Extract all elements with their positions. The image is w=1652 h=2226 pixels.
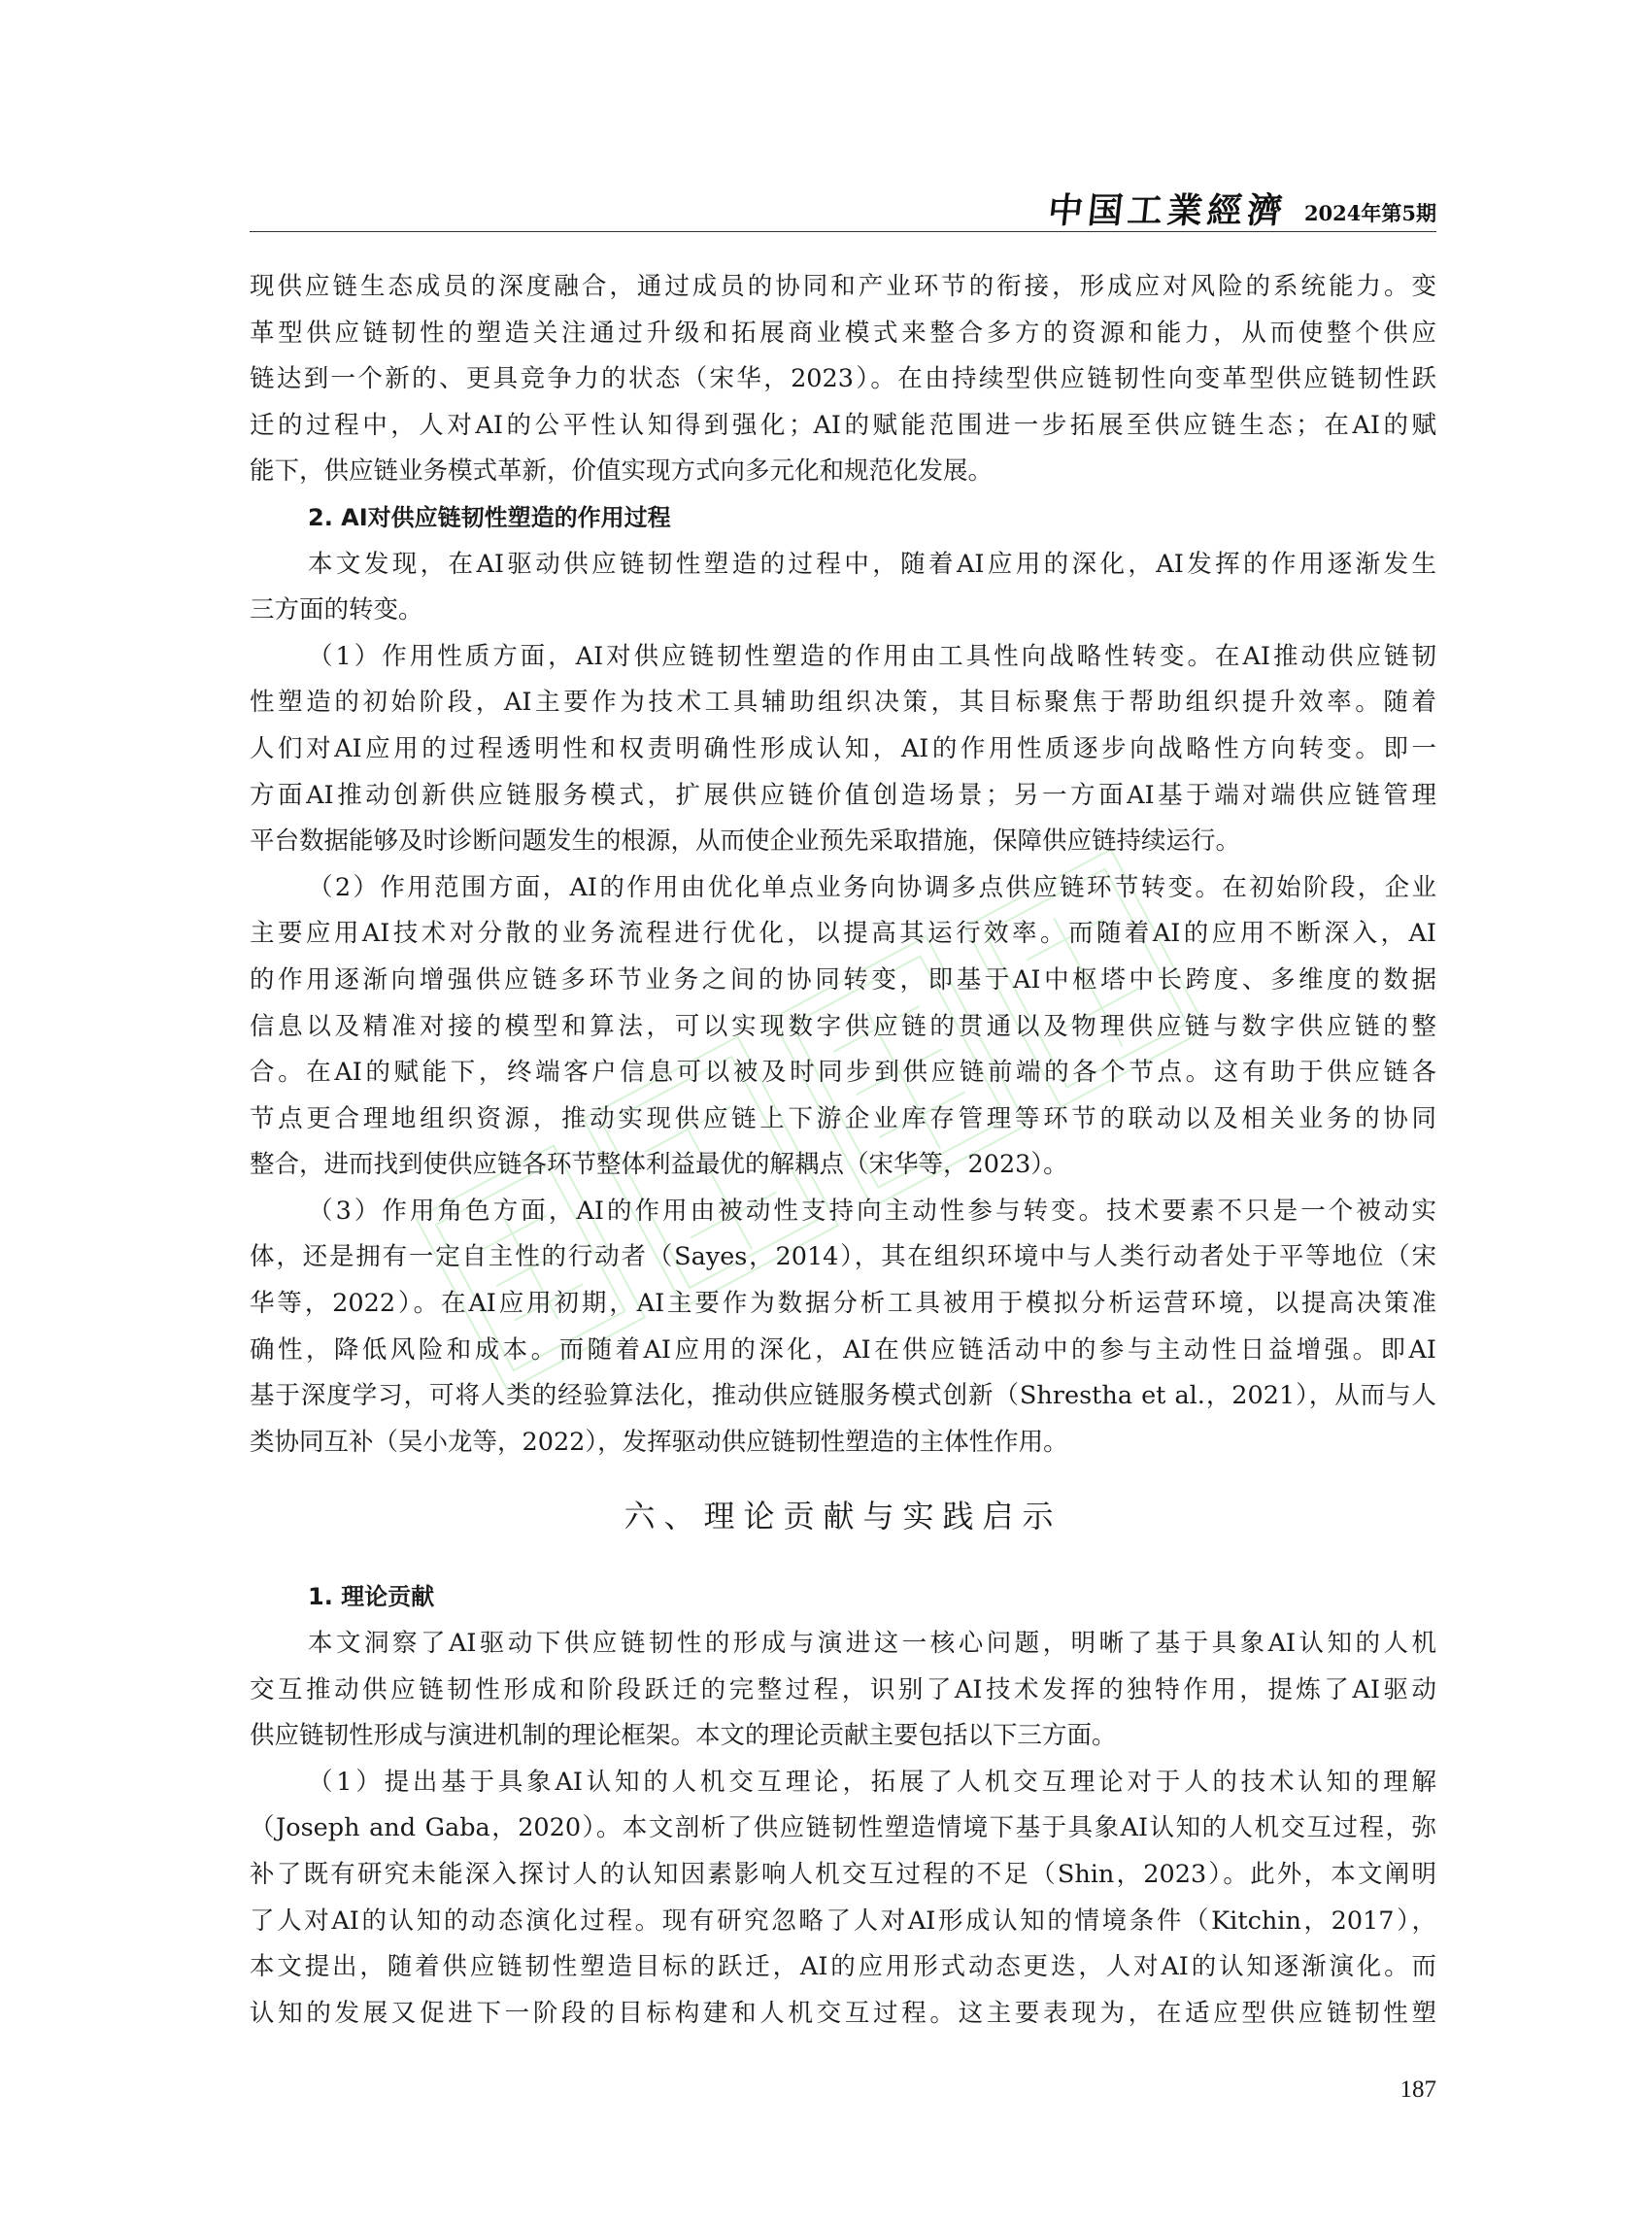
text-line: 革型供应链韧性的塑造关注通过升级和拓展商业模式来整合多方的资源和能力，从而使整个供应 [250, 318, 1436, 348]
text-line: 本文洞察了AI驱动下供应链韧性的形成与演进这一核心问题，明晰了基于具象AI认知的人机 [308, 1629, 1436, 1659]
paragraph [250, 1189, 1436, 1467]
text-line: 交互推动供应链韧性形成和阶段跃迁的完整过程，识别了AI技术发挥的独特作用，提炼了AI驱动 [250, 1674, 1436, 1704]
paragraph [250, 634, 1436, 865]
text-line: 性塑造的初始阶段，AI主要作为技术工具辅助组织决策，其目标聚焦于帮助组织提升效率。随着 [250, 688, 1436, 718]
text-line: （Joseph and Gaba，2020）。本文剖析了供应链韧性塑造情境下基于具象AI认知的人机交互过程，弥 [250, 1813, 1436, 1843]
text-line: （2）作用范围方面，AI的作用由优化单点业务向协调多点供应链环节转变。在初始阶段，企业 [308, 872, 1436, 902]
text-line: 节点更合理地组织资源，推动实现供应链上下游企业库存管理等环节的联动以及相关业务的协同 [250, 1103, 1436, 1133]
text-line: 了人对AI的认知的动态演化过程。现有研究忽略了人对AI形成认知的情境条件（Kitchin，2017）， [250, 1906, 1436, 1936]
text-line: 链达到一个新的、更具竞争力的状态（宋华，2023）。在由持续型供应链韧性向变革型供应链韧性跃 [250, 364, 1436, 394]
paragraph [250, 542, 1436, 634]
paragraph [250, 865, 1436, 1189]
page-number: 187 [1399, 2076, 1436, 2103]
text-line: 本文提出，随着供应链韧性塑造目标的跃迁，AI的应用形式动态更迭，人对AI的认知逐渐演化。而 [250, 1952, 1436, 1982]
text-line: 人们对AI应用的过程透明性和权责明确性形成认知，AI的作用性质逐步向战略性方向转变。即一 [250, 733, 1436, 763]
subsection-heading: 1. 理论贡献 [308, 1583, 435, 1611]
text-line: 能下，供应链业务模式革新，价值实现方式向多元化和规范化发展。 [250, 456, 994, 487]
text-line: 基于深度学习，可将人类的经验算法化，推动供应链服务模式创新（Shrestha et al.，2021），从而与人 [250, 1381, 1436, 1411]
issue-label: 2024年第5期 [1303, 201, 1436, 225]
text-line: （3）作用角色方面，AI的作用由被动性支持向主动性参与转变。技术要素不只是一个被动实 [308, 1196, 1436, 1226]
text-line: 整合，进而找到使供应链各环节整体利益最优的解耦点（宋华等，2023）。 [250, 1150, 1068, 1180]
text-line: 类协同互补（吴小龙等，2022），发挥驱动供应链韧性塑造的主体性作用。 [250, 1427, 1068, 1457]
text-line: （1）作用性质方面，AI对供应链韧性塑造的作用由工具性向战略性转变。在AI推动供应链韧 [308, 641, 1436, 671]
text-line: 方面AI推动创新供应链服务模式，扩展供应链价值创造场景；另一方面AI基于端对端供应链管理 [250, 780, 1436, 810]
text-line: 迁的过程中，人对AI的公平性认知得到强化；AI的赋能范围进一步拓展至供应链生态；在AI的赋 [250, 410, 1436, 440]
text-line: 的作用逐渐向增强供应链多环节业务之间的协同转变，即基于AI中枢塔中长跨度、多维度的数据 [250, 964, 1436, 995]
text-line: 现供应链生态成员的深度融合，通过成员的协同和产业环节的衔接，形成应对风险的系统能力。变 [250, 272, 1436, 301]
text-line: 本文发现，在AI驱动供应链韧性塑造的过程中，随着AI应用的深化，AI发挥的作用逐渐发生 [308, 549, 1436, 579]
header-rule [250, 231, 1436, 232]
text-line: 确性，降低风险和成本。而随着AI应用的深化，AI在供应链活动中的参与主动性日益增强。即AI [250, 1334, 1436, 1365]
text-line: 主要应用AI技术对分散的业务流程进行优化，以提高其运行效率。而随着AI的应用不断深入，AI [250, 919, 1436, 949]
text-line: 平台数据能够及时诊断问题发生的根源，从而使企业预先采取措施，保障供应链持续运行。 [250, 826, 1241, 857]
running-header [250, 175, 1436, 229]
paragraph-continued [250, 264, 1436, 495]
section-title: 六、理论贡献与实践启示 [624, 1498, 1062, 1535]
text-line: 认知的发展又促进下一阶段的目标构建和人机交互过程。这主要表现为，在适应型供应链韧性塑 [250, 1998, 1436, 2028]
text-line: 供应链韧性形成与演进机制的理论框架。本文的理论贡献主要包括以下三方面。 [250, 1721, 1117, 1751]
paragraph [250, 1760, 1436, 2038]
text-line: 补了既有研究未能深入探讨人的认知因素影响人机交互过程的不足（Shin，2023）。此外，本文阐明 [250, 1860, 1436, 1889]
journal-name: 中国工業經濟 [1045, 191, 1290, 231]
text-line: 华等，2022）。在AI应用初期，AI主要作为数据分析工具被用于模拟分析运营环境，以提高决策准 [250, 1289, 1436, 1319]
text-line: （1）提出基于具象AI认知的人机交互理论，拓展了人机交互理论对于人的技术认知的理解 [308, 1767, 1436, 1797]
text-line: 信息以及精准对接的模型和算法，可以实现数字供应链的贯通以及物理供应链与数字供应链的整 [250, 1011, 1436, 1041]
text-line: 体，还是拥有一定自主性的行动者（Sayes，2014），其在组织环境中与人类行动者处于平等地位（宋 [250, 1242, 1436, 1272]
text-line: 三方面的转变。 [250, 595, 423, 625]
article-body [250, 264, 1436, 2037]
paragraph [250, 1621, 1436, 1760]
subsection-heading: 2. AI对供应链韧性塑造的作用过程 [308, 503, 671, 531]
text-line: 合。在AI的赋能下，终端客户信息可以被及时同步到供应链前端的各个节点。这有助于供应链各 [250, 1058, 1436, 1088]
